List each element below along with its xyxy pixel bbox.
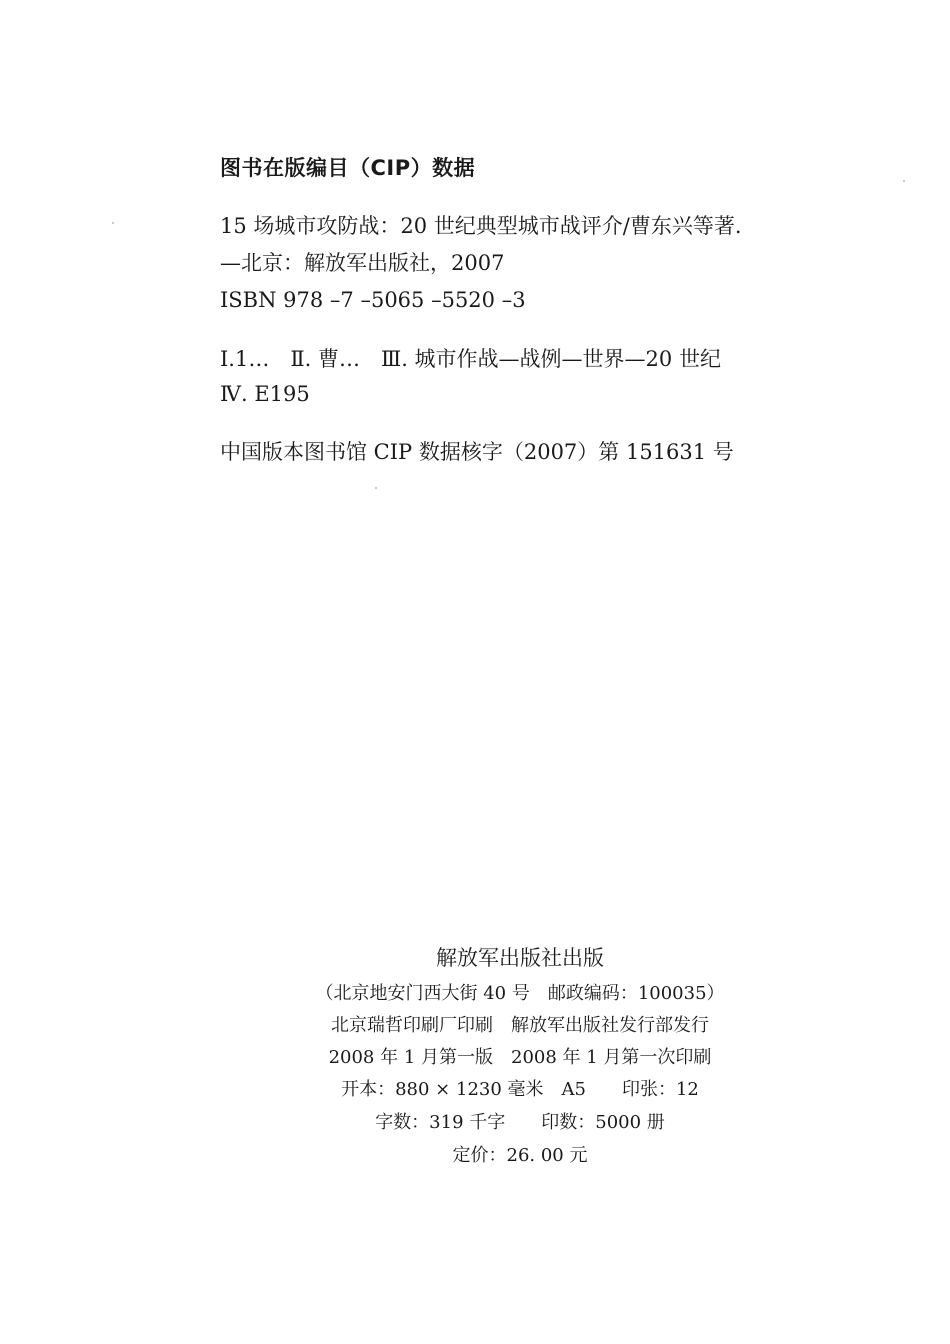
cip-entry-publisher-line: —北京：解放军出版社，2007 [220, 251, 505, 275]
cip-heading: 图书在版编目（CIP）数据 [220, 156, 476, 180]
cip-classification-line: Ⅳ. E195 [220, 382, 310, 406]
cip-entry-title-line: 15 场城市攻防战：20 世纪典型城市战评介/曹东兴等著. [220, 214, 742, 238]
cip-record-number: 中国版本图书馆 CIP 数据核字（2007）第 151631 号 [220, 440, 734, 464]
scan-speck [112, 222, 114, 224]
colophon-price: 定价：26. 00 元 [452, 1145, 588, 1166]
colophon-printer: 北京瑞哲印刷厂印刷 解放军出版社发行部发行 [331, 1015, 709, 1036]
colophon-format: 开本：880 × 1230 毫米 A5 印张：12 [341, 1079, 699, 1100]
colophon-address: （北京地安门西大街 40 号 邮政编码：100035） [315, 983, 725, 1004]
colophon-publisher: 解放军出版社出版 [436, 946, 604, 970]
cip-subject-line: Ⅰ.1… Ⅱ. 曹… Ⅲ. 城市作战—战例—世界—20 世纪 [220, 347, 721, 371]
colophon-edition: 2008 年 1 月第一版 2008 年 1 月第一次印刷 [328, 1047, 712, 1068]
scan-speck [903, 180, 905, 182]
scan-speck [375, 487, 377, 489]
cip-isbn: ISBN 978 –7 –5065 –5520 –3 [220, 288, 526, 312]
colophon-word-count: 字数：319 千字 印数：5000 册 [375, 1112, 665, 1133]
